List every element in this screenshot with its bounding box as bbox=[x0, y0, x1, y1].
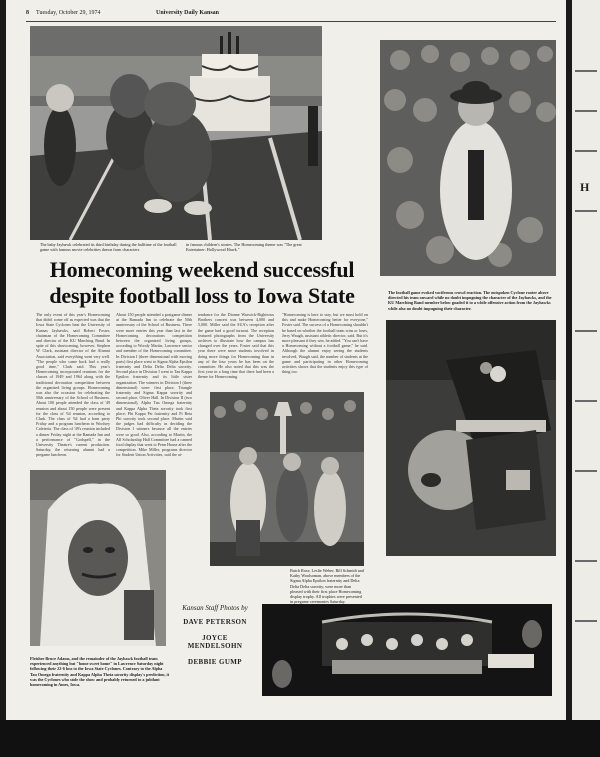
article-column-1: The only event of this year's Homecoming that didn't come off as expected was that the Iowa State Cyclones beat the University of Kansas Jayhawks, said Robert Foster, chairman of the Homecoming Committee and director of the KU Marching Band. In spite of this shortcoming, however, Stephen W. Clark, assistant director of the Alumni Association, said everything went very well. "The people who came back had a really good time," Clark said. This year's Homecoming incorporated reunions for the classes of 1949 and 1964 along with the traditional decoration competition between the organized living groups. Homecoming was also the occasion for celebrating the 50th anniversary of the School of Business. About 100 people attended the class of '49 reunion and about 150 people were present for the class of '64 reunion, according to Clark. The class of '64 had a barn party Friday and a program luncheon in Woolsey Cafeteria. The class of '49's reunion included a dinner Friday night at the Ramada Inn and a performance of "Godspell," in the University Theatre's current production. Saturday, the returning alumni had a pregame luncheon. bbox=[36, 312, 110, 458]
photo-jayhawk-birthday bbox=[30, 26, 322, 240]
caption-jayhawk-birthday-cont: in famous children's stories. The Homecoming theme was "The great Entertainer: Hollywood Hawk." bbox=[186, 242, 302, 253]
caption-trophy-winners: Butch Rose, Leslie Weber, Bill Schmidt and Kathy Woolsoman, above members of the Sigma Alpha Epsilon fraternity and Delta Delta Delta sorority, were more than pleased with their first place Homecoming display trophy. All trophies were presented in pregame ceremonies Saturday. bbox=[290, 568, 364, 605]
issue-date: Tuesday, October 29, 1974 bbox=[36, 10, 101, 16]
adjacent-page-letter: H bbox=[580, 180, 590, 194]
newspaper-page bbox=[6, 0, 566, 720]
page-number: 8 bbox=[26, 10, 29, 16]
caption-fleisher: Fleisher Bruce Adams, and the remainder of the Jayhawk football team experienced anything but "home sweet home" in Lawrence Saturday night following their 22-6 loss to the Iowa State Cyclones. Contrary to the Alpha Tau Omega fraternity and Kappa Alpha Theta sorority display's prediction, it was the Cyclones who stole the show and probably returned to a jubilant homecoming in Ames, Iowa. bbox=[30, 656, 170, 688]
photo-homecoming-display bbox=[262, 604, 552, 696]
photo-football-player bbox=[30, 470, 166, 646]
article-column-3: tendance for the Dionne Warwick-Righteous Brothers concert was between 4,000 and 5,000. Miller said the SUA's reception after the game had a good turnout. The reception featured photographs from the University archives to illustrate how the campus has changed over the years. Foster said that this year there were more students involved in doing more things for Homecoming than in any of the four years he has been on the committee. He also noted that this was the first year in a long time that there had been a theme for Homecoming. bbox=[198, 312, 274, 380]
photo-band-member bbox=[386, 320, 556, 556]
article-headline bbox=[32, 257, 372, 309]
adjacent-page-edge bbox=[572, 0, 600, 720]
photo-credit-name: DEBBIE GUMP bbox=[188, 658, 242, 666]
headline-line-1: Homecoming weekend successful bbox=[49, 257, 355, 282]
article-column-4: "Homecoming is here to stay, but we must hold on this and make Homecoming better for everyone," Foster said. The success of a Homecoming shouldn't be based on whether the football team wins or loses, Jerry Waugh, assistant athletic director, said. But it's more pleasant if they win, he added. "You can't have a Homecoming without a football game," he said. Although the alumni enjoy seeing the students involved, Waugh said, the number of students at the game and participating in other Homecoming activities shows that the students enjoy this type of thing too. bbox=[282, 312, 368, 375]
headline-line-2: despite football loss to Iowa State bbox=[49, 283, 355, 308]
scan-border bbox=[0, 720, 600, 757]
photo-credit-name: JOYCE MENDELSOHN bbox=[187, 634, 243, 650]
caption-football-crowd: The football game evoked vociferous crowd reaction. The outspoken Cyclone rooter above directed his team onward while no doubt impugning the character of the Jayhawks, and the KU Marching Band member below goaded it to a while offensive action from the Jayhawks while also no doubt impugning their character. bbox=[388, 290, 552, 311]
paper-name: University Daily Kansan bbox=[156, 10, 220, 16]
photo-credits-heading: Kansan Staff Photos by bbox=[182, 604, 248, 612]
photo-trophy-winners bbox=[210, 392, 364, 566]
article-column-2: About 150 people attended a postgame dinner at the Ramada Inn to celebrate the 50th anniversary of the School of Business. There were more entries this year than last in the Homecoming decorations competition between the organized living groups, according to Woody Martin, Lawrence senior and member of the Homecoming committee. In Division I (three dimensional with moving parts) first place went to Sigma Alpha Epsilon fraternity and Delta Delta Delta sorority. Second place in Division I went to Tau Kappa Epsilon fraternity and its little sister organization. The winners in Division I (three dimensional) were: first place, Triangle fraternity and Sigma Kappa sorority and second place, Oliver Hall. In Division II (two dimensional), Alpha Tau Omega fraternity and Kappa Alpha Theta sorority took first place; Phi Kappa Psi fraternity and Pi Beta Phi sorority took second place. Martin said the judges had difficulty in deciding the Division I winners because all the entries were so good. Also, according to Martin, the All Scholarship Hall Committee had a canned food display that went to Penn House after the competition. Mike Miller, programs director for Student Union Activities, said the at- bbox=[116, 312, 192, 458]
photo-credits bbox=[174, 604, 256, 674]
photo-cyclone-rooter bbox=[380, 40, 556, 276]
photo-credit-name: DAVE PETERSON bbox=[183, 618, 247, 626]
caption-jayhawk-birthday: The baby Jayhawk celebrated its third birthday during the halftime of the football game with famous movie celebrities drawn from characters bbox=[40, 242, 177, 253]
masthead bbox=[26, 8, 556, 22]
